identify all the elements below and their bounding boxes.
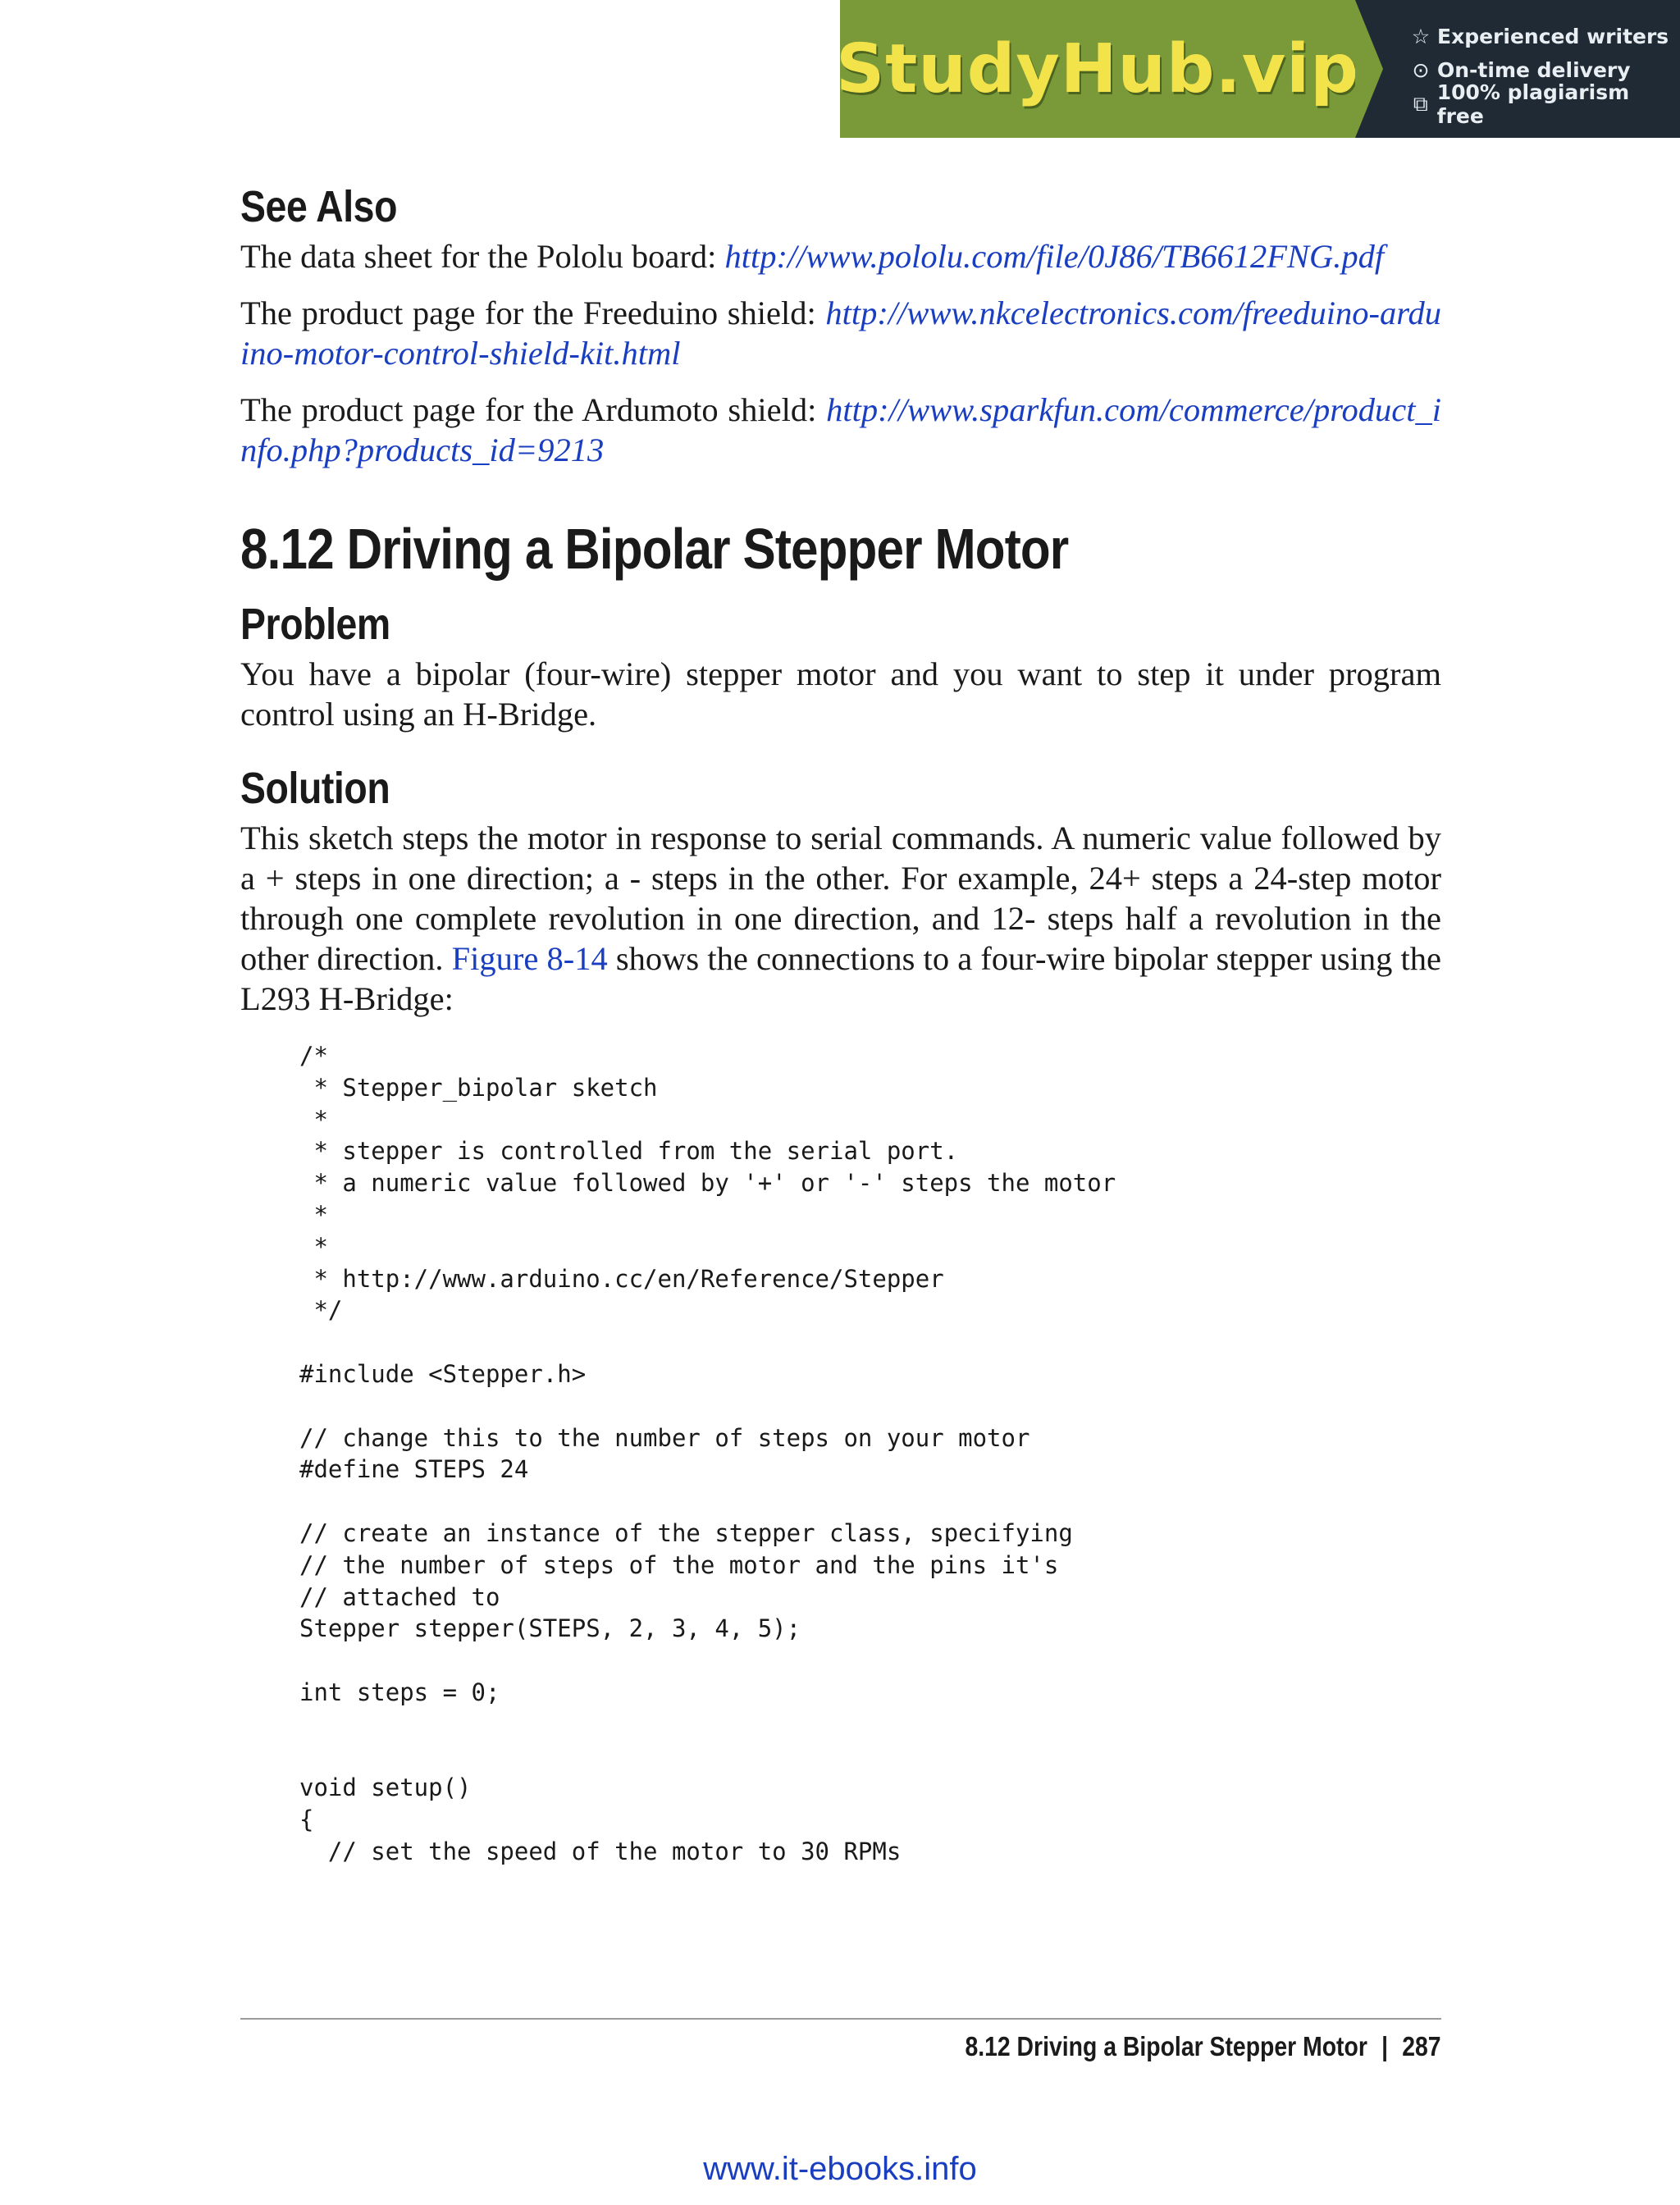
freeduino-link[interactable]: http://www.nkcelectronics.com/freeduino-arduino-motor-control-shield-kit.html: [240, 294, 1441, 372]
footer-separator: |: [1381, 2031, 1389, 2061]
see-also-item: [240, 293, 1441, 373]
running-title: 8.12 Driving a Bipolar Stepper Motor: [965, 2031, 1368, 2061]
feature-label: 100% plagiarism free: [1436, 80, 1630, 128]
see-also-item: [240, 236, 1441, 276]
star-icon: ☆: [1411, 25, 1431, 48]
clock-icon: ⊙: [1412, 58, 1430, 82]
footer-rule: [240, 2018, 1441, 2020]
see-also-text: The product page for the Ardumoto shield:: [240, 391, 827, 428]
logo-panel: [836, 0, 1359, 138]
see-also-text: The product page for the Freeduino shield:: [240, 294, 826, 331]
feature-label: On-time delivery: [1437, 58, 1631, 82]
ad-banner[interactable]: [836, 0, 1680, 138]
section-title: 8.12 Driving a Bipolar Stepper Motor: [240, 517, 1069, 581]
solution-heading: Solution: [240, 764, 390, 813]
feature-list: [1355, 0, 1680, 138]
feature-item: [1411, 20, 1680, 53]
page-number: 287: [1402, 2031, 1441, 2061]
feature-item: [1411, 80, 1680, 128]
see-also-text: The data sheet for the Pololu board:: [240, 238, 725, 275]
page-content: [240, 174, 1441, 1868]
problem-text: You have a bipolar (four-wire) stepper motor and you want to step it under program control using an H-Bridge.: [240, 655, 1441, 733]
solution-text: [240, 818, 1441, 1019]
studyhub-logo: StudyHub.vip: [836, 30, 1359, 108]
pololu-datasheet-link[interactable]: http://www.pololu.com/file/0J86/TB6612FNG.pdf: [724, 238, 1385, 275]
ardumoto-link[interactable]: http://www.sparkfun.com/commerce/product_info.php?products_id=9213: [240, 391, 1441, 468]
figure-link[interactable]: Figure 8-14: [451, 940, 608, 977]
see-also-item: [240, 390, 1441, 470]
problem-heading: Problem: [240, 600, 390, 649]
solution-text-end: shows the connections to a four-wire bipolar stepper using the L293 H-Bridge:: [240, 940, 1441, 1017]
site-link[interactable]: www.it-ebooks.info: [703, 2151, 977, 2187]
solution-text-start: This sketch steps the motor in response to serial commands. A numeric value followed by a + steps in one direction; a - steps in the other. For example, 24+ steps a 24-step motor through one complete revolution in one direction, and 12- steps half a revolution in the other direction.: [240, 819, 1441, 977]
code-listing: /* * Stepper_bipolar sketch * * stepper is controlled from the serial port. * a numeric value followed by '+' or '-' steps the motor * * * http://www.arduino.cc/en/Reference/Stepper */ #include <Stepper.h> // change this to the number of steps on your motor #define STEPS 24 // create an instance of the stepper class, specifying // the number of steps of the motor and the pins it's // attached to Stepper stepper(STEPS, 2, 3, 4, 5); int steps = 0; void setup() { // set the speed of the motor to 30 RPMs: [299, 1042, 1116, 1865]
running-footer: [966, 2031, 1441, 2062]
see-also-heading: See Also: [240, 182, 398, 231]
copy-icon: ⧉: [1413, 91, 1428, 116]
feature-label: Experienced writers: [1437, 25, 1669, 48]
